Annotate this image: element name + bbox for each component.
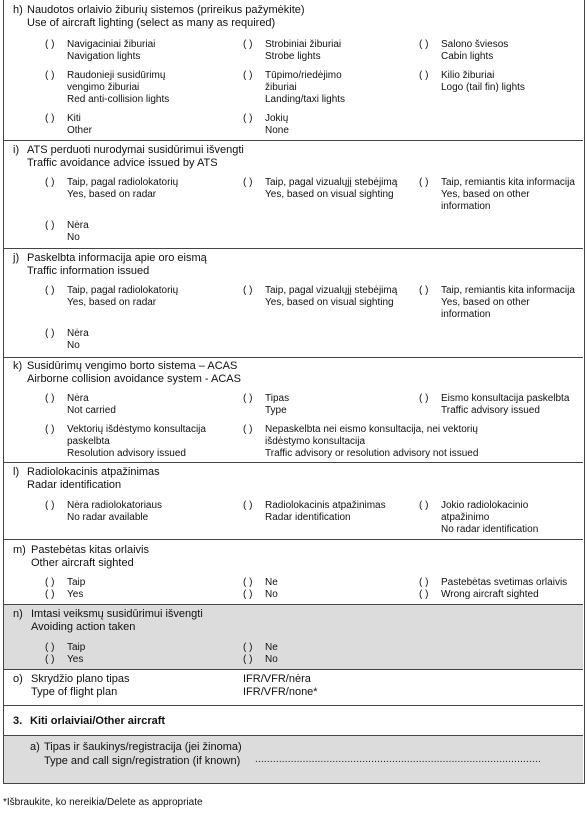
checkbox[interactable]: ( ): [45, 220, 55, 231]
section-title-lt: Naudotos orlaivio žiburių sistemos (prireikus pažymėkite): [27, 4, 305, 16]
checkbox[interactable]: ( ): [45, 642, 55, 653]
checkbox[interactable]: ( ): [243, 177, 253, 188]
checkbox[interactable]: ( ): [419, 500, 429, 511]
checkbox[interactable]: ( ): [45, 328, 55, 339]
section-title-en: Type of flight plan: [31, 686, 118, 698]
checkbox[interactable]: ( ): [243, 589, 253, 600]
divider-l-m: [3, 539, 583, 540]
section-title-en: Traffic information issued: [27, 265, 150, 277]
section-number: 3.: [13, 715, 23, 727]
section-title-lt: Skrydžio plano tipas: [31, 673, 130, 685]
section-letter: m): [13, 544, 26, 556]
checkbox[interactable]: ( ): [243, 577, 253, 588]
section-title-en: Avoiding action taken: [31, 621, 136, 633]
section-letter: k): [13, 360, 23, 372]
checkbox[interactable]: ( ): [243, 113, 253, 124]
checkbox[interactable]: ( ): [45, 393, 55, 404]
section-title-lt: Paskelbta informacija apie oro eismą: [27, 252, 207, 264]
checkbox[interactable]: ( ): [45, 113, 55, 124]
checkbox[interactable]: ( ): [243, 642, 253, 653]
checkbox[interactable]: ( ): [243, 424, 253, 435]
checkbox[interactable]: ( ): [243, 654, 253, 665]
checkbox[interactable]: ( ): [419, 393, 429, 404]
divider-j-k: [3, 357, 583, 358]
section-letter: h): [13, 4, 23, 16]
section-letter: o): [13, 673, 23, 685]
divider-k-l: [3, 462, 583, 463]
footnote: *Išbraukite, ko nereikia/Delete as appropriate: [3, 797, 203, 808]
checkbox[interactable]: ( ): [45, 589, 55, 600]
section-letter: a): [30, 741, 40, 753]
checkbox[interactable]: ( ): [243, 285, 253, 296]
checkbox[interactable]: ( ): [243, 393, 253, 404]
section-title-en: Type and call sign/registration (if known): [44, 755, 241, 767]
section-title-lt: Tipas ir šaukinys/registracija (jei žinoma): [44, 741, 242, 753]
checkbox[interactable]: ( ): [243, 39, 253, 50]
divider-h-i: [3, 140, 583, 141]
section-title: Kiti orlaiviai/Other aircraft: [30, 715, 166, 727]
section-letter: j): [13, 252, 20, 264]
flight-plan-value-lt: IFR/VFR/nėra: [243, 673, 311, 685]
checkbox[interactable]: ( ): [45, 177, 55, 188]
section-title-en: Use of aircraft lighting (select as many as required): [27, 17, 276, 29]
section-title-en: Traffic avoidance advice issued by ATS: [27, 157, 218, 169]
checkbox[interactable]: ( ): [419, 589, 429, 600]
checkbox[interactable]: ( ): [45, 654, 55, 665]
section-letter: l): [13, 466, 20, 478]
flight-plan-value-en: IFR/VFR/none*: [243, 686, 318, 698]
section-title-lt: ATS perduoti nurodymai susidūrimui išvengti: [27, 144, 244, 156]
divider-3-a: [3, 735, 583, 736]
section-title-lt: Radiolokacinis atpažinimas: [27, 466, 160, 478]
type-callsign-input[interactable]: ................................................................................................: [255, 754, 541, 765]
divider-o-3: [3, 705, 583, 706]
form-frame: [3, 0, 585, 784]
checkbox[interactable]: ( ): [243, 500, 253, 511]
checkbox[interactable]: ( ): [45, 577, 55, 588]
checkbox[interactable]: ( ): [45, 39, 55, 50]
section-letter: i): [13, 144, 20, 156]
checkbox[interactable]: ( ): [419, 39, 429, 50]
section-letter: n): [13, 608, 23, 620]
section-title-lt: Pastebėtas kitas orlaivis: [31, 544, 149, 556]
divider-n-o: [3, 669, 583, 670]
checkbox[interactable]: ( ): [419, 285, 429, 296]
checkbox[interactable]: ( ): [45, 500, 55, 511]
section-title-lt: Susidūrimų vengimo borto sistema – ACAS: [27, 360, 238, 372]
section-title-en: Radar identification: [27, 479, 122, 491]
section-title-lt: Imtasi veiksmų susidūrimui išvengti: [31, 608, 203, 620]
checkbox[interactable]: ( ): [419, 177, 429, 188]
checkbox[interactable]: ( ): [45, 70, 55, 81]
section-title-en: Other aircraft sighted: [31, 557, 134, 569]
divider-m-n: [3, 604, 583, 605]
divider-i-j: [3, 248, 583, 249]
checkbox[interactable]: ( ): [243, 70, 253, 81]
checkbox[interactable]: ( ): [45, 424, 55, 435]
checkbox[interactable]: ( ): [419, 577, 429, 588]
checkbox[interactable]: ( ): [419, 70, 429, 81]
section-title-en: Airborne collision avoidance system - ACAS: [27, 373, 241, 385]
checkbox[interactable]: ( ): [45, 285, 55, 296]
